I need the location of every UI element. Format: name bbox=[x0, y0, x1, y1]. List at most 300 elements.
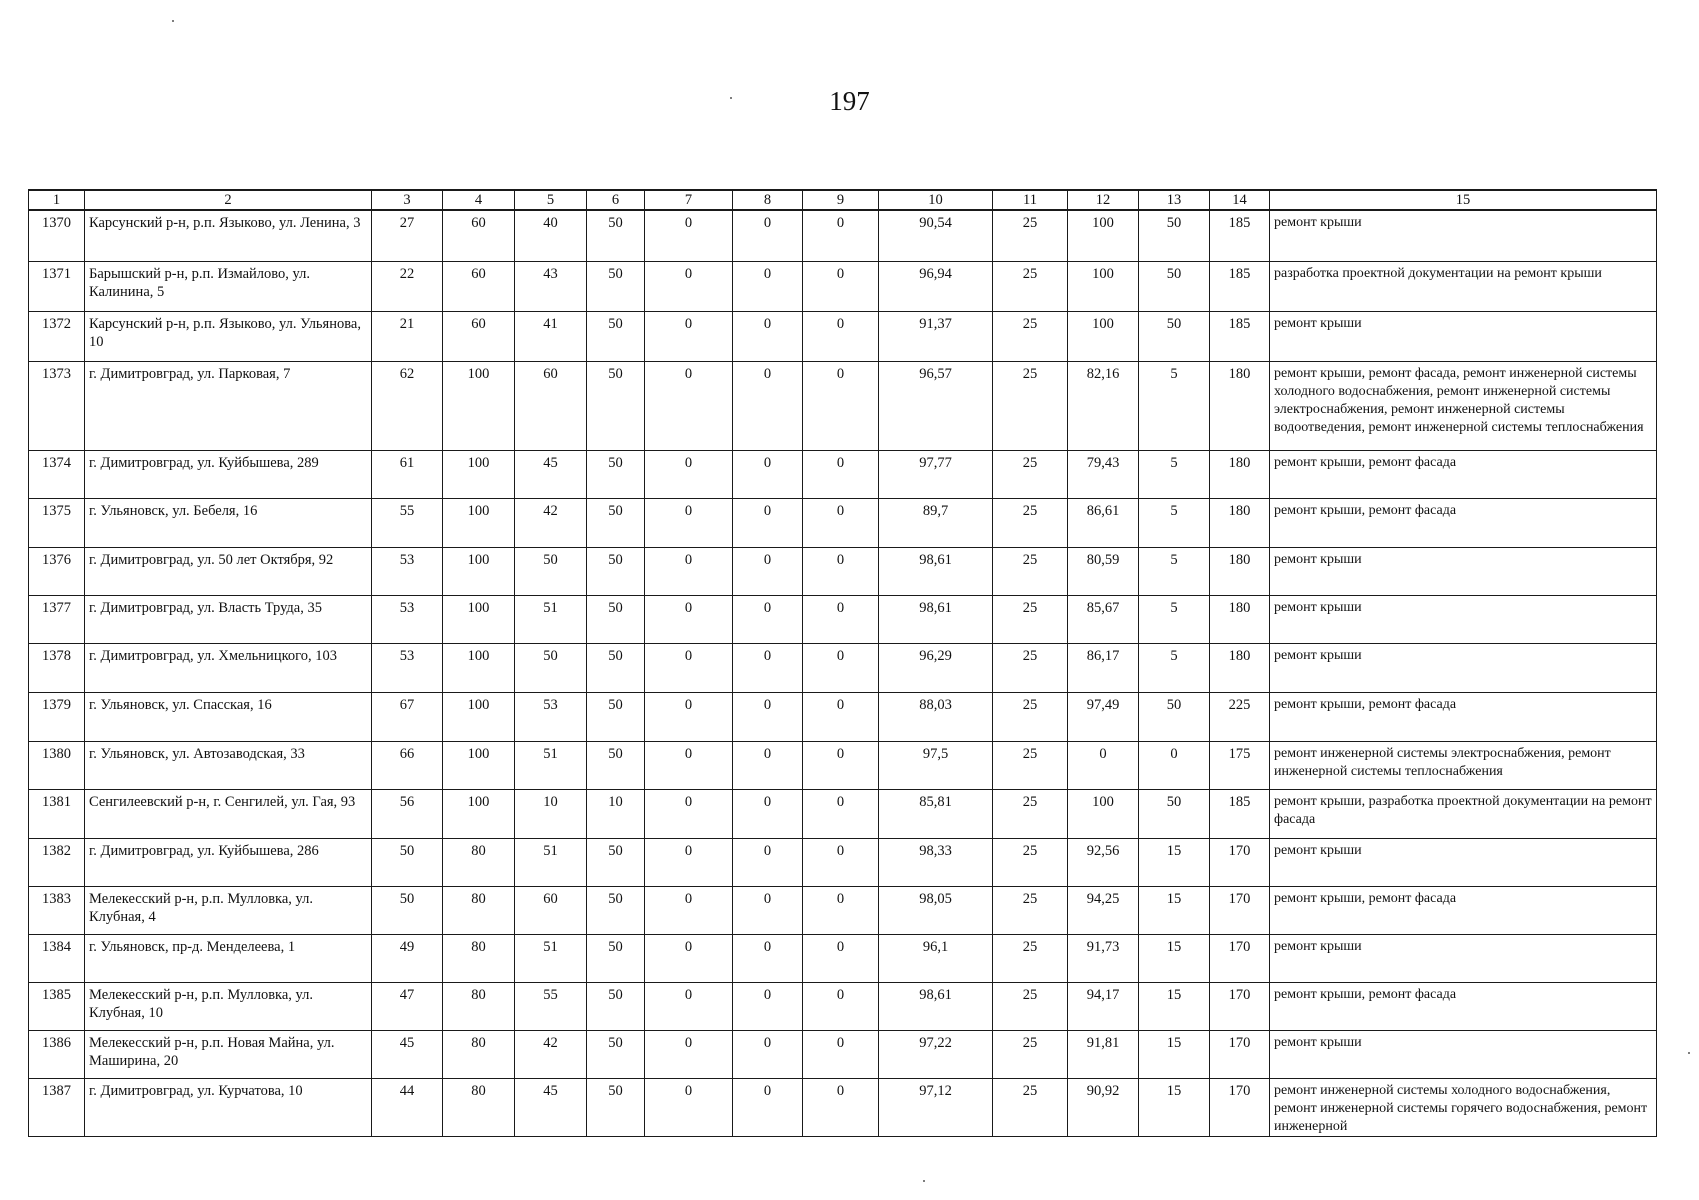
value-col-14: 180 bbox=[1210, 547, 1270, 595]
value-col-5: 50 bbox=[515, 547, 587, 595]
value-col-5: 53 bbox=[515, 692, 587, 741]
value-col-10: 90,54 bbox=[879, 210, 993, 261]
value-col-5: 42 bbox=[515, 498, 587, 547]
table-body bbox=[29, 210, 1657, 1136]
value-col-9: 0 bbox=[803, 1078, 879, 1136]
value-col-13: 5 bbox=[1139, 595, 1210, 643]
value-col-7: 0 bbox=[645, 361, 733, 450]
row-number: 1386 bbox=[29, 1030, 85, 1078]
value-col-9: 0 bbox=[803, 886, 879, 934]
value-col-14: 180 bbox=[1210, 361, 1270, 450]
value-col-4: 80 bbox=[443, 1078, 515, 1136]
work-types: ремонт крыши, ремонт фасада bbox=[1270, 692, 1657, 741]
table-row bbox=[29, 741, 1657, 789]
value-col-10: 98,61 bbox=[879, 595, 993, 643]
address: Карсунский р-н, р.п. Языково, ул. Ульянова, 10 bbox=[85, 311, 372, 361]
value-col-5: 40 bbox=[515, 210, 587, 261]
work-types: разработка проектной документации на ремонт крыши bbox=[1270, 261, 1657, 311]
address: г. Ульяновск, пр-д. Менделеева, 1 bbox=[85, 934, 372, 982]
value-col-7: 0 bbox=[645, 789, 733, 838]
value-col-14: 180 bbox=[1210, 643, 1270, 692]
value-col-8: 0 bbox=[733, 643, 803, 692]
value-col-7: 0 bbox=[645, 838, 733, 886]
value-col-10: 97,22 bbox=[879, 1030, 993, 1078]
value-col-10: 98,61 bbox=[879, 547, 993, 595]
value-col-3: 47 bbox=[372, 982, 443, 1030]
value-col-7: 0 bbox=[645, 595, 733, 643]
value-col-6: 50 bbox=[587, 210, 645, 261]
value-col-4: 100 bbox=[443, 450, 515, 498]
value-col-3: 61 bbox=[372, 450, 443, 498]
value-col-8: 0 bbox=[733, 261, 803, 311]
value-col-9: 0 bbox=[803, 261, 879, 311]
value-col-5: 10 bbox=[515, 789, 587, 838]
row-number: 1380 bbox=[29, 741, 85, 789]
table-row bbox=[29, 450, 1657, 498]
value-col-9: 0 bbox=[803, 643, 879, 692]
column-number-2: 2 bbox=[85, 190, 372, 210]
value-col-7: 0 bbox=[645, 886, 733, 934]
value-col-11: 25 bbox=[993, 1030, 1068, 1078]
table-row bbox=[29, 595, 1657, 643]
value-col-3: 44 bbox=[372, 1078, 443, 1136]
value-col-7: 0 bbox=[645, 547, 733, 595]
value-col-4: 100 bbox=[443, 361, 515, 450]
value-col-5: 51 bbox=[515, 838, 587, 886]
value-col-8: 0 bbox=[733, 741, 803, 789]
value-col-11: 25 bbox=[993, 982, 1068, 1030]
value-col-8: 0 bbox=[733, 838, 803, 886]
value-col-12: 90,92 bbox=[1068, 1078, 1139, 1136]
table-row bbox=[29, 692, 1657, 741]
table-row bbox=[29, 498, 1657, 547]
column-number-11: 11 bbox=[993, 190, 1068, 210]
row-number: 1378 bbox=[29, 643, 85, 692]
value-col-13: 15 bbox=[1139, 838, 1210, 886]
value-col-8: 0 bbox=[733, 692, 803, 741]
value-col-13: 50 bbox=[1139, 261, 1210, 311]
value-col-13: 50 bbox=[1139, 789, 1210, 838]
value-col-5: 45 bbox=[515, 1078, 587, 1136]
value-col-11: 25 bbox=[993, 547, 1068, 595]
value-col-5: 45 bbox=[515, 450, 587, 498]
value-col-12: 86,17 bbox=[1068, 643, 1139, 692]
address: Сенгилеевский р-н, г. Сенгилей, ул. Гая, 93 bbox=[85, 789, 372, 838]
value-col-6: 50 bbox=[587, 982, 645, 1030]
value-col-3: 62 bbox=[372, 361, 443, 450]
value-col-3: 45 bbox=[372, 1030, 443, 1078]
value-col-6: 10 bbox=[587, 789, 645, 838]
row-number: 1387 bbox=[29, 1078, 85, 1136]
address: г. Димитровград, ул. Куйбышева, 286 bbox=[85, 838, 372, 886]
value-col-4: 100 bbox=[443, 741, 515, 789]
value-col-4: 100 bbox=[443, 547, 515, 595]
table-row bbox=[29, 361, 1657, 450]
value-col-13: 5 bbox=[1139, 450, 1210, 498]
value-col-13: 15 bbox=[1139, 982, 1210, 1030]
value-col-10: 91,37 bbox=[879, 311, 993, 361]
value-col-5: 51 bbox=[515, 934, 587, 982]
value-col-14: 185 bbox=[1210, 210, 1270, 261]
value-col-10: 96,57 bbox=[879, 361, 993, 450]
value-col-6: 50 bbox=[587, 692, 645, 741]
value-col-4: 100 bbox=[443, 498, 515, 547]
repair-register-table bbox=[28, 189, 1657, 1137]
value-col-7: 0 bbox=[645, 261, 733, 311]
row-number: 1382 bbox=[29, 838, 85, 886]
row-number: 1383 bbox=[29, 886, 85, 934]
work-types: ремонт инженерной системы холодного водоснабжения, ремонт инженерной системы горячего водоснабжения, ремонт инженерной bbox=[1270, 1078, 1657, 1136]
value-col-12: 0 bbox=[1068, 741, 1139, 789]
column-number-5: 5 bbox=[515, 190, 587, 210]
value-col-4: 100 bbox=[443, 643, 515, 692]
value-col-12: 92,56 bbox=[1068, 838, 1139, 886]
value-col-4: 80 bbox=[443, 886, 515, 934]
column-number-13: 13 bbox=[1139, 190, 1210, 210]
value-col-9: 0 bbox=[803, 741, 879, 789]
column-number-14: 14 bbox=[1210, 190, 1270, 210]
value-col-14: 180 bbox=[1210, 498, 1270, 547]
value-col-5: 43 bbox=[515, 261, 587, 311]
value-col-3: 49 bbox=[372, 934, 443, 982]
table-row bbox=[29, 210, 1657, 261]
value-col-12: 94,25 bbox=[1068, 886, 1139, 934]
value-col-9: 0 bbox=[803, 934, 879, 982]
work-types: ремонт крыши bbox=[1270, 311, 1657, 361]
value-col-8: 0 bbox=[733, 311, 803, 361]
value-col-13: 50 bbox=[1139, 210, 1210, 261]
value-col-9: 0 bbox=[803, 450, 879, 498]
work-types: ремонт инженерной системы электроснабжения, ремонт инженерной системы теплоснабжения bbox=[1270, 741, 1657, 789]
value-col-5: 60 bbox=[515, 886, 587, 934]
value-col-4: 80 bbox=[443, 982, 515, 1030]
value-col-8: 0 bbox=[733, 886, 803, 934]
value-col-10: 98,05 bbox=[879, 886, 993, 934]
value-col-12: 91,73 bbox=[1068, 934, 1139, 982]
value-col-11: 25 bbox=[993, 210, 1068, 261]
value-col-5: 41 bbox=[515, 311, 587, 361]
value-col-12: 79,43 bbox=[1068, 450, 1139, 498]
column-number-4: 4 bbox=[443, 190, 515, 210]
value-col-12: 94,17 bbox=[1068, 982, 1139, 1030]
work-types: ремонт крыши bbox=[1270, 595, 1657, 643]
table-row bbox=[29, 982, 1657, 1030]
value-col-7: 0 bbox=[645, 934, 733, 982]
address: г. Ульяновск, ул. Спасская, 16 bbox=[85, 692, 372, 741]
value-col-11: 25 bbox=[993, 789, 1068, 838]
value-col-8: 0 bbox=[733, 547, 803, 595]
value-col-7: 0 bbox=[645, 1030, 733, 1078]
table-row bbox=[29, 934, 1657, 982]
value-col-6: 50 bbox=[587, 450, 645, 498]
value-col-6: 50 bbox=[587, 838, 645, 886]
value-col-3: 27 bbox=[372, 210, 443, 261]
value-col-13: 50 bbox=[1139, 311, 1210, 361]
value-col-4: 60 bbox=[443, 261, 515, 311]
value-col-4: 100 bbox=[443, 595, 515, 643]
value-col-12: 86,61 bbox=[1068, 498, 1139, 547]
address: г. Димитровград, ул. Хмельницкого, 103 bbox=[85, 643, 372, 692]
value-col-6: 50 bbox=[587, 547, 645, 595]
value-col-11: 25 bbox=[993, 934, 1068, 982]
row-number: 1374 bbox=[29, 450, 85, 498]
value-col-6: 50 bbox=[587, 595, 645, 643]
scan-speck bbox=[923, 1180, 925, 1182]
value-col-13: 15 bbox=[1139, 1078, 1210, 1136]
value-col-12: 100 bbox=[1068, 210, 1139, 261]
value-col-11: 25 bbox=[993, 595, 1068, 643]
value-col-3: 66 bbox=[372, 741, 443, 789]
table-row bbox=[29, 886, 1657, 934]
value-col-4: 60 bbox=[443, 311, 515, 361]
work-types: ремонт крыши, ремонт фасада bbox=[1270, 982, 1657, 1030]
table-row bbox=[29, 311, 1657, 361]
value-col-12: 100 bbox=[1068, 261, 1139, 311]
work-types: ремонт крыши, ремонт фасада bbox=[1270, 450, 1657, 498]
value-col-3: 50 bbox=[372, 838, 443, 886]
value-col-3: 53 bbox=[372, 547, 443, 595]
table-row bbox=[29, 789, 1657, 838]
value-col-12: 85,67 bbox=[1068, 595, 1139, 643]
value-col-9: 0 bbox=[803, 595, 879, 643]
value-col-10: 85,81 bbox=[879, 789, 993, 838]
work-types: ремонт крыши, ремонт фасада bbox=[1270, 886, 1657, 934]
value-col-14: 185 bbox=[1210, 311, 1270, 361]
value-col-11: 25 bbox=[993, 692, 1068, 741]
value-col-12: 82,16 bbox=[1068, 361, 1139, 450]
value-col-13: 15 bbox=[1139, 934, 1210, 982]
row-number: 1372 bbox=[29, 311, 85, 361]
row-number: 1371 bbox=[29, 261, 85, 311]
address: Мелекесский р-н, р.п. Мулловка, ул. Клубная, 10 bbox=[85, 982, 372, 1030]
value-col-10: 98,33 bbox=[879, 838, 993, 886]
row-number: 1375 bbox=[29, 498, 85, 547]
scan-speck bbox=[1688, 1052, 1690, 1054]
column-number-7: 7 bbox=[645, 190, 733, 210]
value-col-10: 97,12 bbox=[879, 1078, 993, 1136]
address: г. Димитровград, ул. 50 лет Октября, 92 bbox=[85, 547, 372, 595]
value-col-9: 0 bbox=[803, 210, 879, 261]
value-col-3: 50 bbox=[372, 886, 443, 934]
work-types: ремонт крыши bbox=[1270, 643, 1657, 692]
row-number: 1377 bbox=[29, 595, 85, 643]
value-col-8: 0 bbox=[733, 982, 803, 1030]
value-col-9: 0 bbox=[803, 547, 879, 595]
column-number-10: 10 bbox=[879, 190, 993, 210]
value-col-14: 170 bbox=[1210, 1030, 1270, 1078]
value-col-14: 185 bbox=[1210, 261, 1270, 311]
value-col-5: 60 bbox=[515, 361, 587, 450]
value-col-14: 170 bbox=[1210, 934, 1270, 982]
value-col-6: 50 bbox=[587, 1078, 645, 1136]
value-col-14: 225 bbox=[1210, 692, 1270, 741]
work-types: ремонт крыши, ремонт фасада bbox=[1270, 498, 1657, 547]
work-types: ремонт крыши bbox=[1270, 934, 1657, 982]
table-row bbox=[29, 838, 1657, 886]
work-types: ремонт крыши bbox=[1270, 210, 1657, 261]
value-col-6: 50 bbox=[587, 498, 645, 547]
row-number: 1385 bbox=[29, 982, 85, 1030]
row-number: 1376 bbox=[29, 547, 85, 595]
value-col-7: 0 bbox=[645, 498, 733, 547]
value-col-7: 0 bbox=[645, 982, 733, 1030]
value-col-13: 15 bbox=[1139, 886, 1210, 934]
value-col-10: 97,5 bbox=[879, 741, 993, 789]
value-col-6: 50 bbox=[587, 741, 645, 789]
column-number-8: 8 bbox=[733, 190, 803, 210]
value-col-10: 97,77 bbox=[879, 450, 993, 498]
value-col-12: 100 bbox=[1068, 789, 1139, 838]
value-col-11: 25 bbox=[993, 886, 1068, 934]
value-col-11: 25 bbox=[993, 741, 1068, 789]
work-types: ремонт крыши bbox=[1270, 547, 1657, 595]
value-col-7: 0 bbox=[645, 1078, 733, 1136]
address: Барышский р-н, р.п. Измайлово, ул. Калинина, 5 bbox=[85, 261, 372, 311]
table-row bbox=[29, 1078, 1657, 1136]
value-col-8: 0 bbox=[733, 210, 803, 261]
value-col-10: 88,03 bbox=[879, 692, 993, 741]
address: г. Димитровград, ул. Парковая, 7 bbox=[85, 361, 372, 450]
value-col-12: 100 bbox=[1068, 311, 1139, 361]
value-col-5: 42 bbox=[515, 1030, 587, 1078]
value-col-9: 0 bbox=[803, 789, 879, 838]
value-col-9: 0 bbox=[803, 498, 879, 547]
value-col-10: 96,1 bbox=[879, 934, 993, 982]
value-col-8: 0 bbox=[733, 934, 803, 982]
value-col-4: 80 bbox=[443, 838, 515, 886]
value-col-8: 0 bbox=[733, 1030, 803, 1078]
value-col-9: 0 bbox=[803, 692, 879, 741]
value-col-3: 22 bbox=[372, 261, 443, 311]
value-col-11: 25 bbox=[993, 643, 1068, 692]
column-number-1: 1 bbox=[29, 190, 85, 210]
value-col-3: 21 bbox=[372, 311, 443, 361]
value-col-13: 5 bbox=[1139, 361, 1210, 450]
value-col-11: 25 bbox=[993, 838, 1068, 886]
value-col-9: 0 bbox=[803, 1030, 879, 1078]
value-col-9: 0 bbox=[803, 361, 879, 450]
value-col-13: 5 bbox=[1139, 498, 1210, 547]
value-col-8: 0 bbox=[733, 595, 803, 643]
value-col-11: 25 bbox=[993, 311, 1068, 361]
work-types: ремонт крыши, ремонт фасада, ремонт инженерной системы холодного водоснабжения, ремонт инженерной системы электроснабжения, ремонт инженерной системы водоотведения, ремонт инженерной системы теплоснабжения bbox=[1270, 361, 1657, 450]
value-col-6: 50 bbox=[587, 361, 645, 450]
address: г. Ульяновск, ул. Бебеля, 16 bbox=[85, 498, 372, 547]
address: г. Ульяновск, ул. Автозаводская, 33 bbox=[85, 741, 372, 789]
value-col-14: 180 bbox=[1210, 595, 1270, 643]
value-col-14: 175 bbox=[1210, 741, 1270, 789]
value-col-8: 0 bbox=[733, 361, 803, 450]
row-number: 1370 bbox=[29, 210, 85, 261]
value-col-10: 96,29 bbox=[879, 643, 993, 692]
value-col-14: 170 bbox=[1210, 886, 1270, 934]
value-col-12: 91,81 bbox=[1068, 1030, 1139, 1078]
value-col-4: 60 bbox=[443, 210, 515, 261]
table-row bbox=[29, 643, 1657, 692]
table-row bbox=[29, 1030, 1657, 1078]
address: Карсунский р-н, р.п. Языково, ул. Ленина, 3 bbox=[85, 210, 372, 261]
value-col-9: 0 bbox=[803, 311, 879, 361]
value-col-6: 50 bbox=[587, 261, 645, 311]
value-col-3: 67 bbox=[372, 692, 443, 741]
value-col-5: 51 bbox=[515, 595, 587, 643]
column-number-9: 9 bbox=[803, 190, 879, 210]
row-number: 1381 bbox=[29, 789, 85, 838]
value-col-3: 53 bbox=[372, 595, 443, 643]
value-col-8: 0 bbox=[733, 450, 803, 498]
value-col-6: 50 bbox=[587, 643, 645, 692]
value-col-3: 55 bbox=[372, 498, 443, 547]
value-col-14: 170 bbox=[1210, 838, 1270, 886]
column-number-6: 6 bbox=[587, 190, 645, 210]
value-col-14: 170 bbox=[1210, 1078, 1270, 1136]
work-types: ремонт крыши, разработка проектной документации на ремонт фасада bbox=[1270, 789, 1657, 838]
value-col-11: 25 bbox=[993, 450, 1068, 498]
value-col-5: 50 bbox=[515, 643, 587, 692]
value-col-12: 97,49 bbox=[1068, 692, 1139, 741]
scan-speck bbox=[172, 20, 174, 22]
value-col-11: 25 bbox=[993, 361, 1068, 450]
column-number-header-row bbox=[29, 190, 1657, 210]
value-col-7: 0 bbox=[645, 450, 733, 498]
address: г. Димитровград, ул. Курчатова, 10 bbox=[85, 1078, 372, 1136]
value-col-14: 180 bbox=[1210, 450, 1270, 498]
table-row bbox=[29, 261, 1657, 311]
value-col-8: 0 bbox=[733, 789, 803, 838]
value-col-13: 5 bbox=[1139, 547, 1210, 595]
value-col-13: 50 bbox=[1139, 692, 1210, 741]
value-col-7: 0 bbox=[645, 741, 733, 789]
value-col-13: 15 bbox=[1139, 1030, 1210, 1078]
value-col-7: 0 bbox=[645, 643, 733, 692]
value-col-7: 0 bbox=[645, 692, 733, 741]
value-col-5: 55 bbox=[515, 982, 587, 1030]
value-col-8: 0 bbox=[733, 498, 803, 547]
column-number-15: 15 bbox=[1270, 190, 1657, 210]
value-col-10: 89,7 bbox=[879, 498, 993, 547]
value-col-4: 100 bbox=[443, 692, 515, 741]
value-col-9: 0 bbox=[803, 838, 879, 886]
value-col-11: 25 bbox=[993, 261, 1068, 311]
address: г. Димитровград, ул. Куйбышева, 289 bbox=[85, 450, 372, 498]
row-number: 1379 bbox=[29, 692, 85, 741]
row-number: 1384 bbox=[29, 934, 85, 982]
scan-speck bbox=[730, 97, 732, 99]
work-types: ремонт крыши bbox=[1270, 838, 1657, 886]
value-col-12: 80,59 bbox=[1068, 547, 1139, 595]
address: Мелекесский р-н, р.п. Мулловка, ул. Клубная, 4 bbox=[85, 886, 372, 934]
value-col-11: 25 bbox=[993, 498, 1068, 547]
value-col-7: 0 bbox=[645, 311, 733, 361]
column-number-12: 12 bbox=[1068, 190, 1139, 210]
value-col-14: 170 bbox=[1210, 982, 1270, 1030]
value-col-6: 50 bbox=[587, 886, 645, 934]
column-number-3: 3 bbox=[372, 190, 443, 210]
page-number: 197 bbox=[829, 86, 870, 116]
address: г. Димитровград, ул. Власть Труда, 35 bbox=[85, 595, 372, 643]
value-col-14: 185 bbox=[1210, 789, 1270, 838]
value-col-6: 50 bbox=[587, 934, 645, 982]
value-col-10: 98,61 bbox=[879, 982, 993, 1030]
value-col-11: 25 bbox=[993, 1078, 1068, 1136]
value-col-13: 5 bbox=[1139, 643, 1210, 692]
value-col-7: 0 bbox=[645, 210, 733, 261]
table-row bbox=[29, 547, 1657, 595]
value-col-9: 0 bbox=[803, 982, 879, 1030]
value-col-6: 50 bbox=[587, 311, 645, 361]
value-col-4: 100 bbox=[443, 789, 515, 838]
value-col-4: 80 bbox=[443, 934, 515, 982]
